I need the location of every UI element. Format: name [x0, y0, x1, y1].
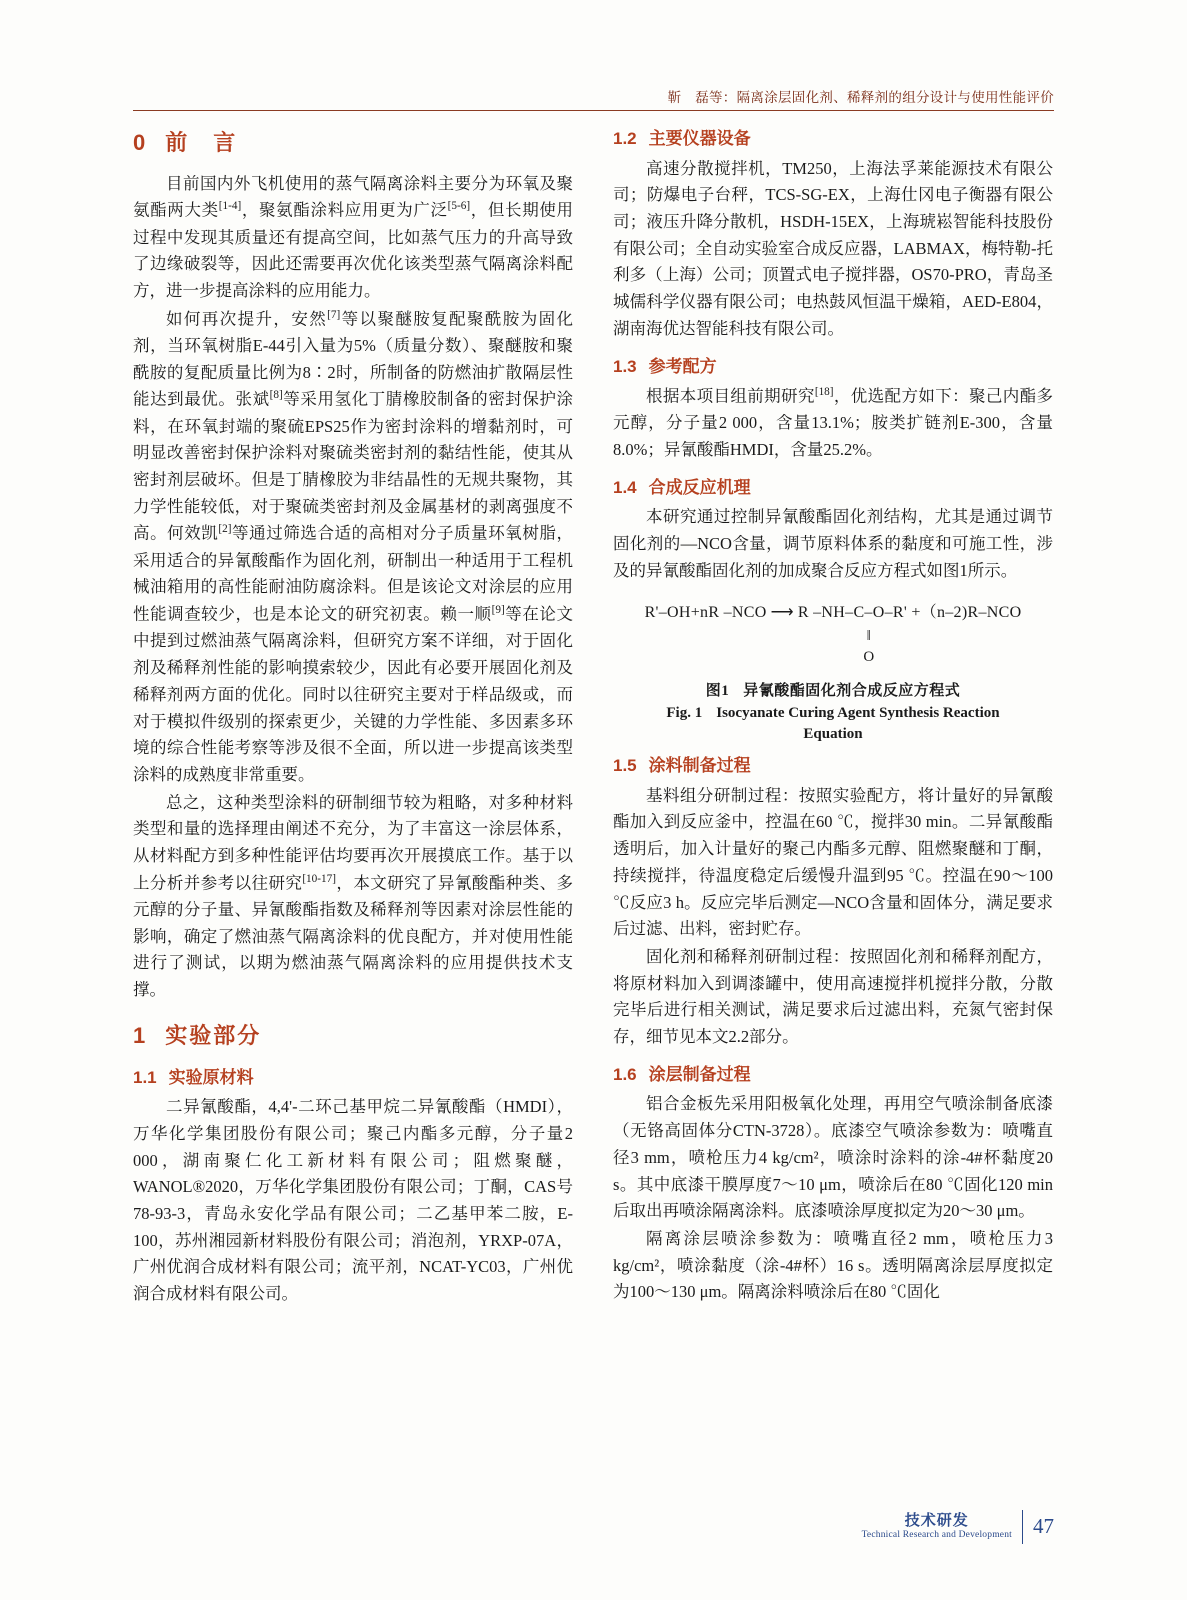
page-number: 47	[1033, 1514, 1054, 1539]
section-heading-1	[133, 1018, 573, 1054]
paragraph: 固化剂和稀释剂研制过程：按照固化剂和稀释剂配方，将原材料加入到调漆罐中，使用高速搅拌机搅拌分散，分散完毕后进行相关测试，满足要求后过滤出料，充氮气密封保存，细节见本文2.2部分。	[613, 947, 1053, 1047]
page-footer	[862, 1510, 1054, 1544]
equation-reactants: R'–OH+nR –NCO	[644, 604, 767, 622]
subsection-title-1-3: 参考配方	[648, 356, 717, 376]
equation-oxygen: O	[863, 648, 875, 665]
footer-inner	[862, 1510, 1054, 1544]
left-column	[133, 125, 573, 1309]
section-heading-0	[133, 125, 573, 161]
paragraph: 如何再次提升，安然[7]等以聚醚胺复配聚酰胺为固化剂，当环氧树脂E-44引入量为5%（质量分数）、聚醚胺和聚酰胺的复配质量比例为8∶2时，所制备的防燃油扩散隔层性能达到最优。张斌[8]等采用氢化丁腈橡胶制备的密封保护涂料，在环氧封端的聚硫EPS25作为密封涂料的增黏剂时，可明显改善密封保护涂料对聚硫类密封剂的黏结性能，使其从密封剂层破坏。但是丁腈橡胶为非结晶性的无规共聚物，其力学性能较低，对于聚硫类密封剂及金属基材的剥离强度不高。何效凯[2]等通过筛选合适的高相对分子质量环氧树脂，采用适合的异氰酸酯作为固化剂，研制出一种适用于工程机械油箱用的高性能耐油防腐涂料。但是该论文对涂层的应用性能调查较少，也是本论文的研究初衷。赖一顺[9]等在论文中提到过燃油蒸气隔离涂料，但研究方案不详细，对于固化剂及稀释剂性能的影响摸索较少，因此有必要开展固化剂及稀释剂两方面的优化。同时以往研究主要对于样品级或，而对于模拟件级别的探索更少，关键的力学性能、多因素多环境的综合性能考察等涉及很不全面，所以进一步提高该类型涂料的成熟度非常重要。	[133, 308, 574, 784]
paragraph: 总之，这种类型涂料的研制细节较为粗略，对多种材料类型和量的选择理由阐述不充分，为了丰富这一涂层体系，从材料配方到多种性能评估均要再次开展摸底工作。基于以上分析并参考以往研究[10-17]，本文研究了异氰酸酯种类、多元醇的分子量、异氰酸酯指数及稀释剂等因素对涂层性能的影响，确定了燃油蒸气隔离涂料的优良配方，并对使用性能进行了测试，以期为燃油蒸气隔离涂料的应用提供技术支撑。	[133, 792, 574, 1000]
figure-caption-en	[613, 703, 1053, 725]
footer-text	[862, 1512, 1022, 1541]
equation-double-bond: ‖	[866, 628, 872, 645]
subsection-number-1-1: 1.1	[133, 1067, 157, 1087]
subsection-heading-1-5	[613, 752, 1053, 780]
subsection-heading-1-4	[613, 474, 1053, 502]
figure-title-en-line1: Isocyanate Curing Agent Synthesis Reaction	[716, 704, 1000, 721]
subsection-heading-1-6	[613, 1061, 1053, 1089]
section-number-1: 1	[133, 1022, 148, 1048]
paragraph: 隔离涂层喷涂参数为：喷嘴直径2 mm，喷枪压力3 kg/cm²，喷涂黏度（涂-4#杯）16 s。透明隔离涂层厚度拟定为100～130 μm。隔离涂料喷涂后在80 ℃固化	[613, 1229, 1053, 1302]
paragraph: 基料组分研制过程：按照实验配方，将计量好的异氰酸酯加入到反应釜中，控温在60 ℃，搅拌30 min。二异氰酸酯透明后，加入计量好的聚己内酯多元醇、阻燃聚醚和丁酮，持续搅拌，待温度稳定后缓慢升温到95 ℃。控温在90～100 ℃反应3 h。反应完毕后测定—NCO含量和固体分，满足要求后过滤、出料，密封贮存。	[613, 785, 1053, 939]
paragraph: 根据本项目组前期研究[18]，优选配方如下：聚己内酯多元醇，分子量2 000，含量13.1%；胺类扩链剂E-300，含量8.0%；异氰酸酯HMDI，含量25.2%。	[613, 386, 1054, 460]
subsection-heading-1-3	[613, 353, 1053, 381]
subsection-title-1-5: 涂料制备过程	[648, 756, 751, 776]
subsection-number-1-5: 1.5	[613, 756, 637, 776]
equation-products: R –NH–C–O–R' +（n–2)R–NCO	[797, 604, 1022, 622]
footer-section-cn: 技术研发	[904, 1512, 969, 1530]
paragraph: 铝合金板先采用阳极氧化处理，再用空气喷涂制备底漆（无铬高固体分CTN-3728）。底漆空气喷涂参数为：喷嘴直径3 mm，喷枪压力4 kg/cm²，喷涂时涂料的涂-4#杯黏度20 s。其中底漆干膜厚度7～10 μm，喷涂后在80 ℃固化120 min后取出再喷涂隔离涂料。底漆喷涂厚度拟定为20～30 μm。	[613, 1094, 1053, 1221]
subsection-number-1-4: 1.4	[613, 477, 637, 497]
subsection-number-1-2: 1.2	[613, 129, 637, 148]
equation-line	[613, 600, 1053, 626]
reaction-equation	[613, 600, 1053, 669]
subsection-number-1-3: 1.3	[613, 356, 637, 376]
section-number-0: 0	[133, 130, 148, 155]
section-title-0: 前 言	[165, 130, 238, 155]
subsection-title-1-1: 实验原材料	[168, 1067, 254, 1087]
subsection-heading-1-1	[133, 1064, 573, 1092]
paragraph: 高速分散搅拌机，TM250，上海法孚莱能源技术有限公司；防爆电子台秤，TCS-SG-EX，上海仕冈电子衡器有限公司；液压升降分散机，HSDH-15EX，上海琥崧智能科技股份有限公司；全自动实验室合成反应器，LABMAX，梅特勒-托利多（上海）公司；顶置式电子搅拌器，OS70-PRO，青岛圣城儒科学仪器有限公司；电热鼓风恒温干燥箱，AED-E804，湖南海优达智能科技有限公司。	[613, 158, 1053, 338]
figure-caption-en-line2: Equation	[803, 726, 863, 743]
footer-section-en: Technical Research and Development	[861, 1530, 1012, 1541]
subsection-heading-1-2	[613, 125, 1053, 153]
subsection-number-1-6: 1.6	[613, 1064, 637, 1084]
figure-caption	[613, 681, 1053, 746]
reaction-arrow-icon: ⟶	[770, 604, 794, 622]
footer-divider	[1022, 1510, 1023, 1544]
header-rule	[133, 110, 1054, 111]
subsection-title-1-6: 涂层制备过程	[648, 1064, 751, 1084]
figure-label-cn: 图1	[705, 682, 730, 699]
paragraph: 目前国内外飞机使用的蒸气隔离涂料主要分为环氧及聚氨酯两大类[1-4]，聚氨酯涂料应用更为广泛[5-6]，但长期使用过程中发现其质量还有提高空间，比如蒸气压力的升高导致了边缘破裂等，因此还需要再次优化该类型蒸气隔离涂料配方，进一步提高涂料的应用能力。	[133, 173, 574, 300]
right-column	[613, 125, 1053, 1307]
figure-label-en: Fig. 1	[666, 704, 703, 721]
paragraph: 二异氰酸酯，4,4'-二环己基甲烷二异氰酸酯（HMDI），万华化学集团股份有限公司；聚己内酯多元醇，分子量2 000，湖南聚仁化工新材料有限公司；阻燃聚醚，WANOL®2020，万华化学集团股份有限公司；丁酮，CAS号78-93-3，青岛永安化学品有限公司；二乙基甲苯二胺，E-100，苏州湘园新材料股份有限公司；消泡剂，YRXP-07A，广州优润合成材料有限公司；流平剂，NCAT-YC03，广州优润合成材料有限公司。	[133, 1097, 573, 1304]
subsection-title-1-2: 主要仪器设备	[648, 129, 751, 148]
section-title-1: 实验部分	[165, 1022, 262, 1048]
figure-title-cn: 异氰酸酯固化剂合成反应方程式	[743, 682, 961, 699]
subsection-title-1-4: 合成反应机理	[648, 477, 751, 497]
figure-caption-cn	[613, 681, 1053, 703]
running-head: 靳 磊等：隔离涂层固化剂、稀释剂的组分设计与使用性能评价	[667, 90, 1054, 105]
paragraph: 本研究通过控制异氰酸酯固化剂结构，尤其是通过调节固化剂的—NCO含量，调节原料体系的黏度和可施工性，涉及的异氰酸酯固化剂的加成聚合反应方程式如图1所示。	[613, 507, 1053, 580]
